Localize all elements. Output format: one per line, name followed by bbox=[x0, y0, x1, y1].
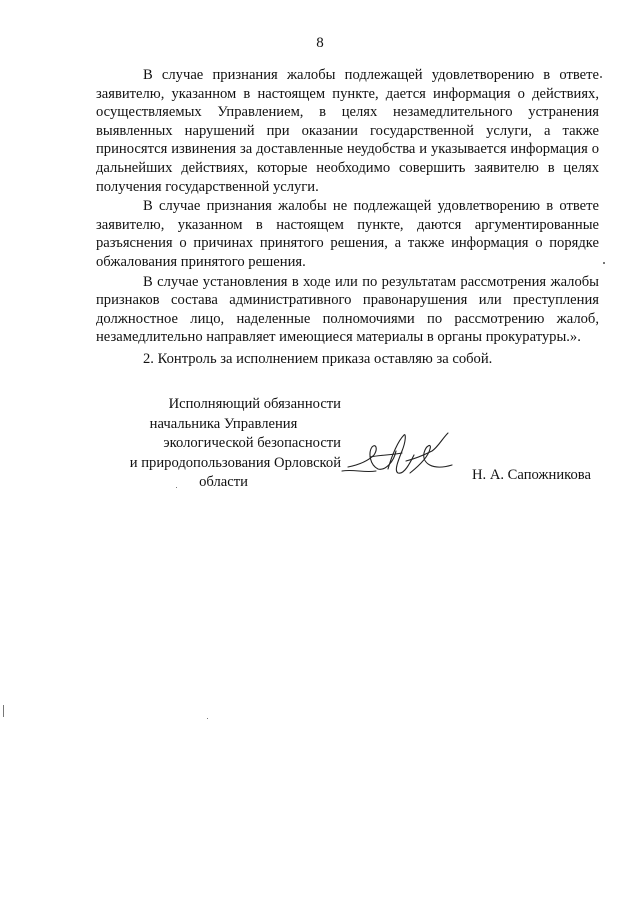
signer-name: Н. А. Сапожникова bbox=[472, 467, 591, 483]
paragraph-complaint-rejected: В случае признания жалобы не подлежащей удовлетворению в ответе заявителю, указанном в настоящем пункте, даются аргументированные разъяснения о причинах принятого решения, а также информация о порядке обжалования принятого решения. bbox=[96, 198, 599, 270]
handwritten-signature bbox=[340, 425, 460, 485]
document-body bbox=[96, 66, 599, 370]
signatory-title-line: и природопользования Орловской bbox=[129, 454, 341, 471]
scan-speck bbox=[600, 76, 602, 78]
page-number: 8 bbox=[316, 35, 324, 51]
paragraph-complaint-satisfied: В случае признания жалобы подлежащей удовлетворению в ответе заявителю, указанном в настоящем пункте, дается информация о действиях, осуществляемых Управлением, в целях незамедлительного устранения выявленных нарушений при оказании государственной услуги, а также приносятся извинения за доставленные неудобства и указывается информация о дальнейших действиях, которые необходимо совершить заявителю в целях получения государственной услуги. bbox=[96, 67, 599, 195]
paragraph-control-clause: 2. Контроль за исполнением приказа оставляю за собой. bbox=[143, 350, 493, 367]
scan-speck bbox=[3, 705, 4, 717]
signatory-title-line: Исполняющий обязанности bbox=[168, 396, 341, 412]
signatory-title-line: области bbox=[199, 474, 248, 490]
signatory-title bbox=[96, 395, 341, 493]
paragraph-violation-detected: В случае установления в ходе или по результатам рассмотрения жалобы признаков состава административного правонарушения или преступления должностное лицо, наделенные полномочиями по рассмотрению жалоб, незамедлительно направляет имеющиеся материалы в органы прокуратуры.». bbox=[96, 273, 599, 346]
scan-speck bbox=[207, 718, 208, 719]
signatory-title-line: начальника Управления bbox=[149, 415, 298, 432]
scan-speck bbox=[176, 487, 177, 488]
scan-speck bbox=[603, 262, 605, 264]
signatory-title-line: экологической безопасности bbox=[163, 435, 341, 451]
